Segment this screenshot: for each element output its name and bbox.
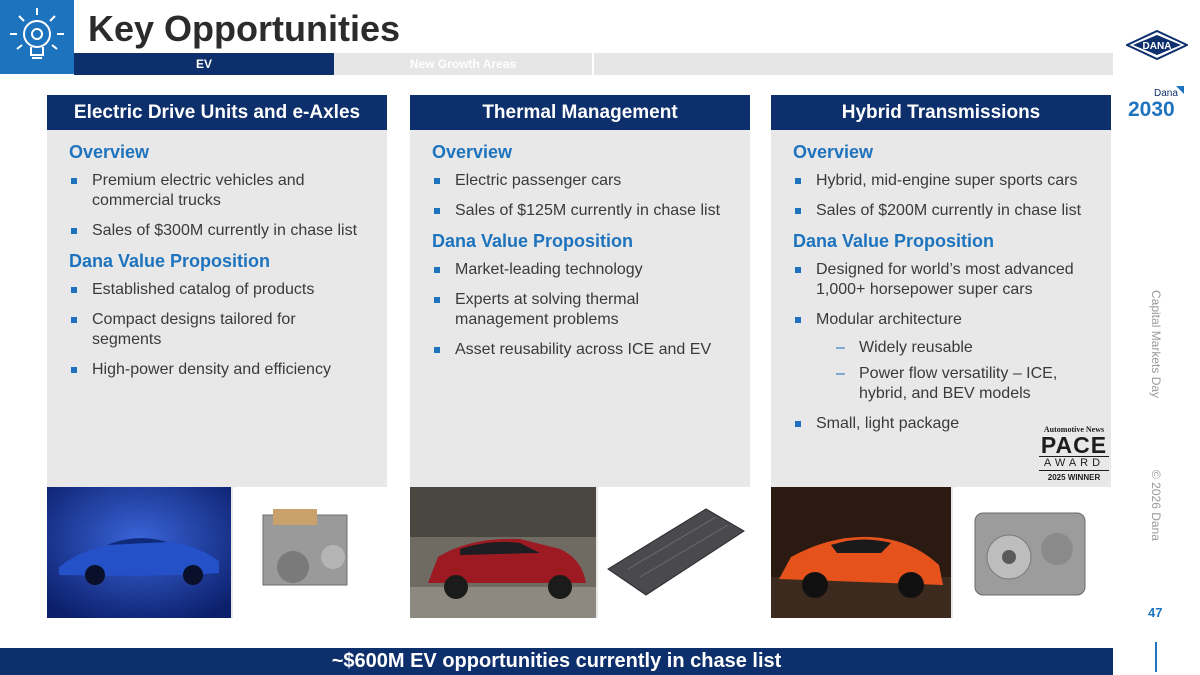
column-thermal-management [410, 95, 750, 618]
list-item: Sales of $200M currently in chase list [793, 201, 1089, 221]
value-proposition-heading: Dana Value Proposition [432, 231, 634, 251]
divider [1155, 642, 1157, 672]
electric-drive-unit-photo [233, 487, 387, 618]
list-item: Hybrid, mid-engine super sports cars [793, 171, 1089, 191]
thermal-plate-photo [598, 487, 750, 618]
pace-award-badge [1039, 425, 1109, 482]
overview-heading: Overview [432, 142, 513, 162]
red-suv-photo [410, 487, 596, 618]
award-winner: 2025 WINNER [1047, 473, 1101, 482]
overview-heading: Overview [793, 142, 874, 162]
lightbulb-logo [0, 0, 74, 74]
lightbulb-gear-icon [0, 0, 74, 74]
column-heading: Hybrid Transmissions [771, 95, 1111, 130]
dana-logo [1126, 30, 1188, 60]
column-hybrid-transmissions [771, 95, 1111, 618]
list-item-text: Modular architecture [816, 311, 962, 328]
sub-list-item: – Widely reusable [816, 338, 1089, 358]
list-item: Sales of $300M currently in chase list [69, 221, 365, 241]
page-number: 47 [1148, 605, 1163, 620]
event-name: Capital Markets Day [1149, 290, 1163, 399]
electric-car-photo [47, 487, 231, 618]
list-item: Premium electric vehicles and commercial trucks [69, 171, 365, 211]
summary-banner: ~$600M EV opportunities currently in chase list [0, 648, 1113, 675]
tab-new-growth-areas[interactable]: New Growth Areas [334, 53, 594, 75]
tab-ev[interactable]: EV [74, 53, 334, 75]
column-edu-eaxles [47, 95, 387, 618]
svg-text:2030: 2030 [1128, 98, 1175, 120]
section-tabbar [74, 53, 1113, 75]
copyright: © 2026 Dana [1149, 470, 1163, 541]
list-item: Small, light package [793, 414, 1089, 434]
list-item: Compact designs tailored for segments [69, 310, 365, 350]
list-item: Established catalog of products [69, 280, 365, 300]
svg-text:Dana: Dana [1154, 88, 1178, 99]
list-item [793, 310, 1089, 404]
page-title: Key Opportunities [88, 8, 401, 49]
list-item: Electric passenger cars [432, 171, 728, 191]
svg-text:DANA: DANA [1142, 41, 1172, 52]
hybrid-transmission-photo [953, 487, 1111, 618]
list-item: Asset reusability across ICE and EV [432, 340, 728, 360]
award-publisher: Automotive News [1043, 425, 1105, 434]
value-proposition-heading: Dana Value Proposition [793, 231, 995, 251]
sub-list-item: – Power flow versatility – ICE, hybrid, and BEV models [816, 364, 1089, 404]
list-item: Sales of $125M currently in chase list [432, 201, 728, 221]
dana-2030-logo [1128, 84, 1186, 120]
overview-heading: Overview [69, 142, 150, 162]
award-name: PACE [1040, 432, 1108, 458]
column-heading: Thermal Management [410, 95, 750, 130]
list-item: High-power density and efficiency [69, 360, 365, 380]
list-item: Experts at solving thermal management problems [432, 290, 728, 330]
column-heading: Electric Drive Units and e-Axles [47, 95, 387, 130]
award-label: AWARD [1039, 456, 1109, 471]
value-proposition-heading: Dana Value Proposition [69, 251, 271, 271]
list-item: Market-leading technology [432, 260, 728, 280]
list-item: Designed for world’s most advanced 1,000+ horsepower super cars [793, 260, 1089, 300]
orange-supercar-photo [771, 487, 951, 618]
